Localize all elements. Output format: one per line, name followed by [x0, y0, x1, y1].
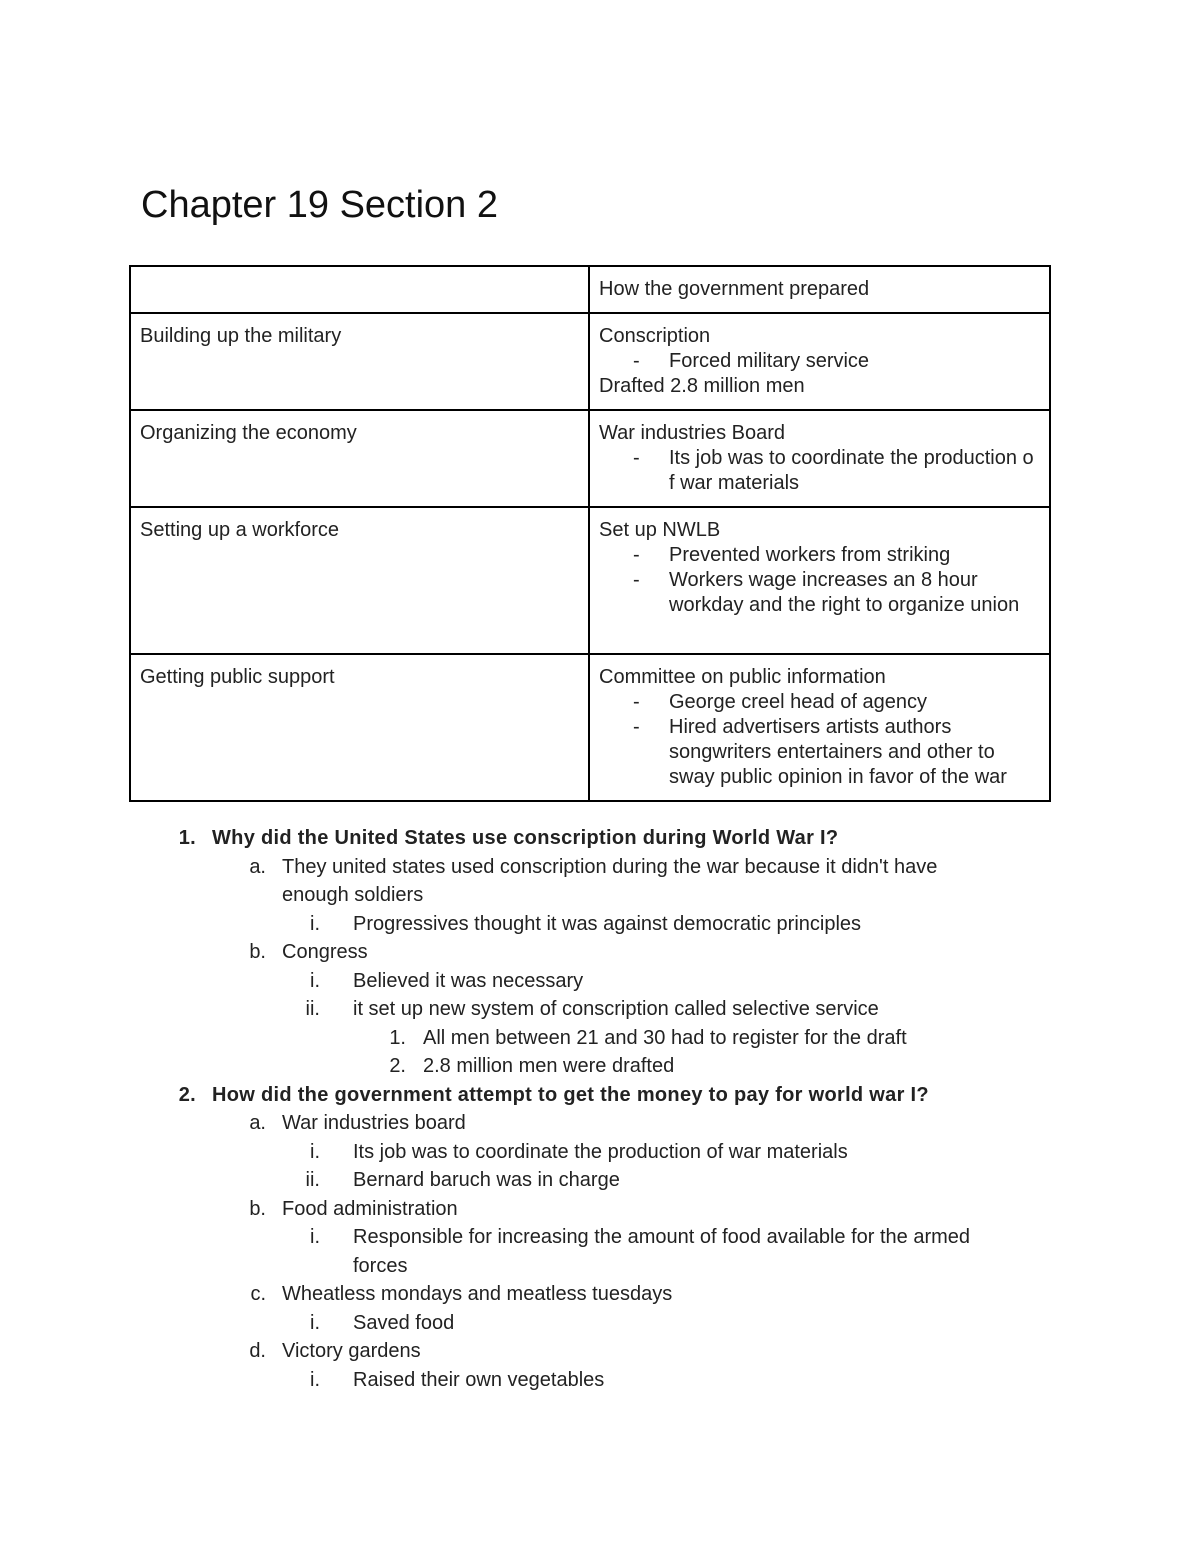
row-detail-lead: Committee on public information [599, 666, 886, 688]
list-item-text: Progressives thought it was against democratic principles [353, 912, 862, 935]
list-item-text: 2.8 million men were drafted [423, 1055, 675, 1077]
list-marker: a. [249, 1112, 266, 1134]
list-item [0, 1366, 1023, 1395]
row-topic: Building up the military [130, 313, 589, 410]
list-item-text: it set up new system of conscription called selective service [353, 998, 879, 1020]
bullet-item: - Prevented workers from striking [669, 543, 1040, 568]
bullet-item: - Workers wage increases an 8 hour workday and the right to organize union [669, 568, 1040, 618]
list-marker: i. [310, 1226, 320, 1248]
list-item-text: Victory gardens [282, 1340, 421, 1362]
list-item [0, 1138, 1023, 1167]
row-detail [589, 507, 1050, 654]
list-marker: i. [310, 1140, 320, 1163]
row-topic: Getting public support [130, 654, 589, 801]
bullet-item: - Hired advertisers artists authors songwriters entertainers and other to sway public opinion in favor of the war [669, 715, 1040, 790]
list-item [0, 1337, 1002, 1366]
bullet-item: - Its job was to coordinate the production o f war materials [669, 446, 1040, 496]
question-item [0, 1081, 1200, 1110]
list-marker: i. [310, 1368, 320, 1391]
question-text: Why did the United States use conscription during World War I? [212, 827, 839, 849]
list-marker: ii. [305, 1169, 320, 1191]
row-topic: Setting up a workforce [130, 507, 589, 654]
list-item [0, 1195, 1002, 1224]
list-marker: b. [249, 1197, 266, 1220]
row-topic: Organizing the economy [130, 410, 589, 507]
row-detail-bullets [599, 349, 1040, 374]
list-item [0, 938, 1002, 967]
list-item-text: Its job was to coordinate the production of war materials [353, 1140, 848, 1163]
row-detail-bullets [599, 446, 1040, 496]
list-item [0, 1024, 1023, 1053]
list-marker: c. [250, 1283, 266, 1305]
list-item-text: Raised their own vegetables [353, 1368, 605, 1391]
list-item-text: All men between 21 and 30 had to register for the draft [423, 1026, 907, 1049]
row-detail [589, 313, 1050, 410]
list-marker: i. [310, 1311, 320, 1334]
table-row [130, 410, 1050, 507]
list-item [0, 1166, 1023, 1195]
table-row [130, 313, 1050, 410]
list-marker: d. [249, 1340, 266, 1362]
list-marker: 1. [389, 1026, 406, 1049]
bullet-item: - Forced military service [669, 349, 1040, 374]
row-detail-bullets [599, 690, 1040, 790]
row-detail-bullets [599, 543, 1040, 618]
list-item [0, 1309, 1023, 1338]
table-row [130, 507, 1050, 654]
list-item-text: Bernard baruch was in charge [353, 1169, 620, 1191]
table-header-cell: How the government prepared [589, 266, 1050, 313]
list-marker: 1. [178, 827, 196, 849]
list-marker: 2. [178, 1083, 196, 1106]
list-item [0, 910, 1023, 939]
notes-table [129, 265, 1051, 802]
row-detail-lead: Conscription [599, 325, 711, 347]
list-item-text: Saved food [353, 1311, 455, 1334]
table-header-row [130, 266, 1050, 313]
table-row [130, 654, 1050, 801]
page-title: Chapter 19 Section 2 [141, 184, 499, 226]
list-item-text: Responsible for increasing the amount of food available for the armed forces [353, 1226, 971, 1277]
list-item [0, 1052, 1023, 1081]
question-list [0, 824, 1200, 1394]
list-item [0, 995, 1023, 1024]
list-item [0, 1223, 1023, 1280]
list-item-text: Food administration [282, 1197, 458, 1220]
question-text: How did the government attempt to get the money to pay for world war I? [212, 1083, 929, 1106]
list-item [0, 1280, 1002, 1309]
list-marker: i. [310, 969, 320, 992]
bullet-item: - George creel head of agency [669, 690, 1040, 715]
list-item-text: Believed it was necessary [353, 969, 584, 992]
list-marker: a. [249, 855, 266, 878]
row-detail-trailing: Drafted 2.8 million men [599, 375, 805, 397]
list-item-text: They united states used conscription during the war because it didn't have enough soldiers [282, 855, 938, 906]
list-marker: b. [249, 941, 266, 963]
list-marker: 2. [389, 1055, 406, 1077]
row-detail-lead: War industries Board [599, 422, 785, 444]
row-detail [589, 410, 1050, 507]
table-header-cell [130, 266, 589, 313]
list-item [0, 1109, 1002, 1138]
list-marker: ii. [305, 998, 320, 1020]
list-item-text: Congress [282, 941, 368, 963]
list-item [0, 967, 1023, 996]
question-item [0, 824, 1200, 853]
list-item-text: Wheatless mondays and meatless tuesdays [282, 1283, 673, 1305]
list-marker: i. [310, 912, 320, 935]
list-item-text: War industries board [282, 1112, 466, 1134]
row-detail [589, 654, 1050, 801]
row-detail-lead: Set up NWLB [599, 519, 721, 541]
list-item [0, 853, 1002, 910]
